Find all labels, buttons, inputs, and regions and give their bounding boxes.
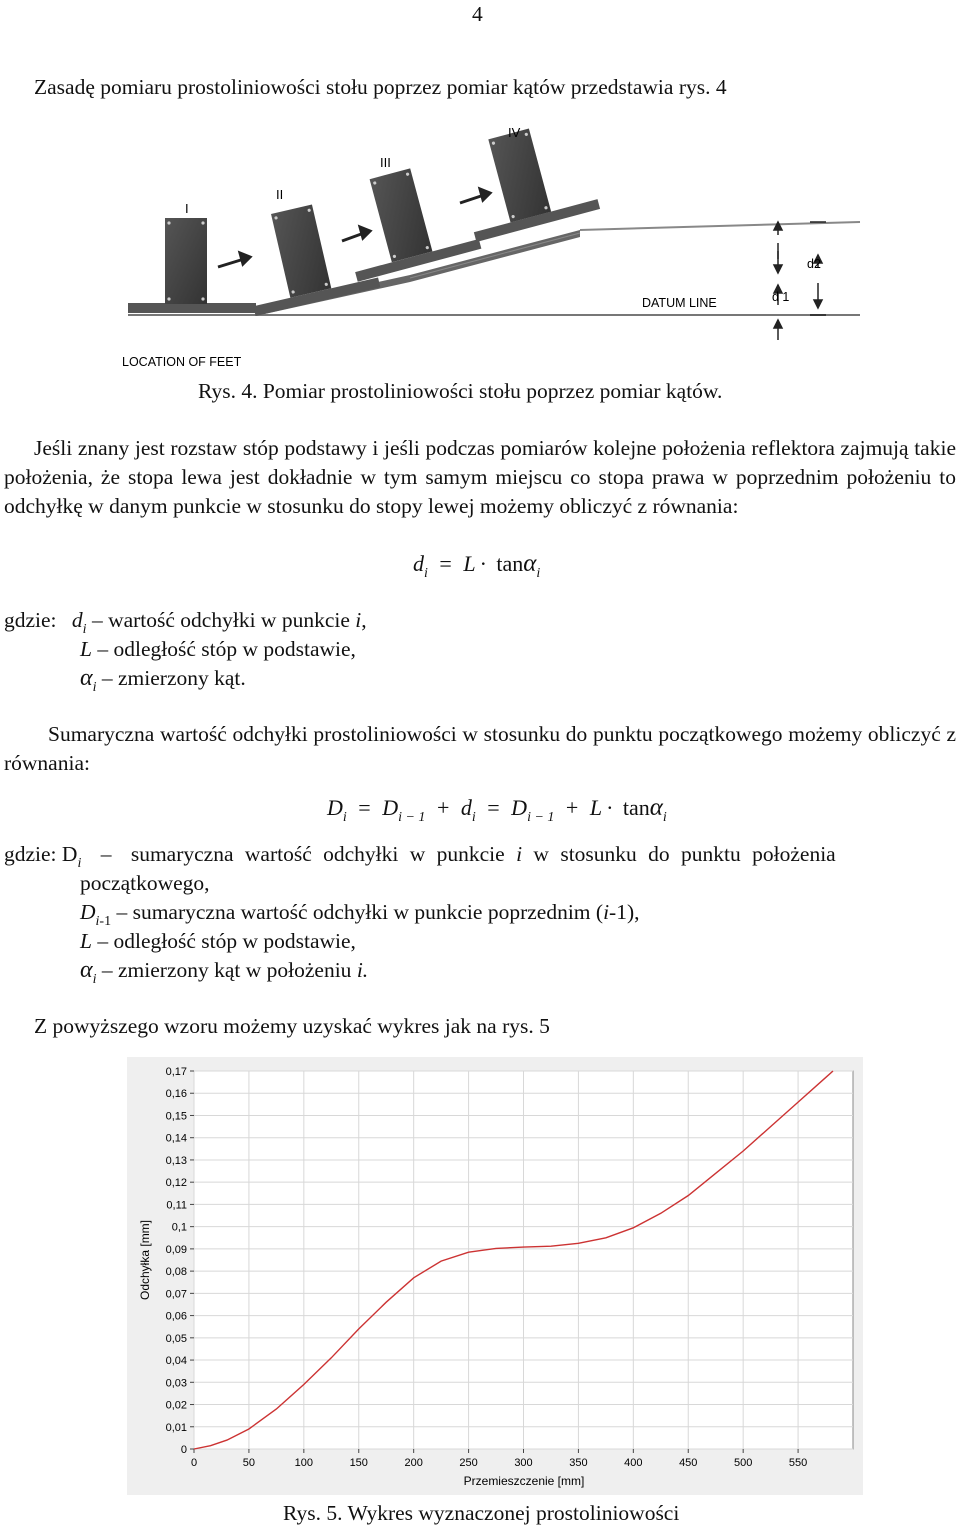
reflector-position-4 bbox=[452, 116, 600, 242]
y-tick-label: 0,09 bbox=[165, 1243, 187, 1256]
y-tick-label: 0,1 bbox=[171, 1221, 187, 1234]
x-tick-label: 50 bbox=[242, 1457, 256, 1469]
y-tick-label: 0 bbox=[180, 1444, 187, 1456]
y-tick-label: 0,01 bbox=[165, 1421, 187, 1434]
where2-line-Dim1: $D_{i-1}$ – sumaryczna wartość odchyłki w punkcie poprzednim (i-1), bbox=[80, 900, 640, 929]
x-tick-label: 150 bbox=[349, 1457, 368, 1469]
position-2-label: II bbox=[276, 187, 284, 202]
y-tick-label: 0,07 bbox=[165, 1288, 187, 1301]
intro-sentence: Zasadę pomiaru prostoliniowości stołu poprzez pomiar kątów przedstawia rys. 4 bbox=[34, 75, 727, 99]
deviation-chart bbox=[127, 1057, 863, 1495]
figure-5-caption: Rys. 5. Wykres wyznaczonej prostoliniowości bbox=[283, 1501, 680, 1525]
paragraph-2 bbox=[4, 720, 956, 778]
d2-label: d2 bbox=[807, 257, 821, 271]
x-tick-label: 300 bbox=[514, 1457, 533, 1469]
y-tick-label: 0,13 bbox=[165, 1154, 187, 1167]
figure-4-illustration bbox=[110, 115, 870, 375]
y-tick-label: 0,14 bbox=[165, 1132, 187, 1145]
y-tick-label: 0,11 bbox=[166, 1199, 187, 1212]
x-tick-label: 400 bbox=[624, 1457, 643, 1469]
d1-label: d 1 bbox=[772, 290, 790, 304]
y-tick-label: 0,03 bbox=[165, 1377, 187, 1390]
y-tick-label: 0,05 bbox=[165, 1332, 187, 1345]
y-tick-label: 0,02 bbox=[165, 1399, 187, 1412]
y-tick-label: 0,15 bbox=[165, 1110, 187, 1123]
paragraph-2-text: Sumaryczna wartość odchyłki prostoliniowości w stosunku do punktu początkowego możemy obliczyć z równania: bbox=[4, 722, 956, 775]
paragraph-3: Z powyższego wzoru możemy uzyskać wykres jak na rys. 5 bbox=[34, 1014, 550, 1038]
figure-4-caption: Rys. 4. Pomiar prostoliniowości stołu poprzez pomiar kątów. bbox=[198, 379, 723, 403]
where1-line-alpha: $\alpha_i$ – zmierzony kąt. bbox=[80, 665, 246, 695]
page-number: 4 bbox=[472, 2, 483, 26]
paragraph-1-text: Jeśli znany jest rozstaw stóp podstawy i jeśli podczas pomiarów kolejne położenia reflektora zajmują takie położenia, że stopa lewa jest dokładnie w tym samym miejscu co stopa prawa w poprzednim położeniu to odchyłkę w danym punkcie w stosunku do stopy lewej możemy obliczyć z równania: bbox=[4, 436, 956, 518]
x-tick-label: 500 bbox=[733, 1457, 753, 1469]
where1-line-L: L – odległość stóp w podstawie, bbox=[80, 637, 356, 661]
y-tick-label: 0,06 bbox=[165, 1310, 187, 1323]
x-tick-label: 450 bbox=[679, 1457, 698, 1469]
reflector-position-2 bbox=[234, 194, 380, 316]
x-tick-label: 250 bbox=[459, 1457, 478, 1469]
paragraph-1 bbox=[4, 434, 956, 521]
y-axis-label: Odchyłka [mm] bbox=[138, 1219, 152, 1301]
where-block-1 bbox=[4, 606, 904, 693]
x-axis-label: Przemieszczenie [mm] bbox=[463, 1474, 585, 1488]
y-tick-label: 0,16 bbox=[165, 1088, 187, 1101]
reflector-position-1 bbox=[128, 218, 256, 313]
y-tick-label: 0,04 bbox=[165, 1355, 187, 1368]
position-3-label: III bbox=[380, 155, 391, 170]
y-tick-label: 0,17 bbox=[165, 1066, 187, 1078]
x-tick-label: 100 bbox=[294, 1457, 314, 1469]
where2-line-alpha: $\alpha_i$ – zmierzony kąt w położeniu i. bbox=[80, 957, 369, 987]
x-tick-label: 350 bbox=[569, 1457, 588, 1469]
equation-1: $d_i = L \cdot \tan\alpha_i$ bbox=[413, 550, 541, 581]
where2-line-D-cont: początkowego, bbox=[80, 871, 210, 895]
where-block-2 bbox=[4, 840, 956, 985]
x-tick-label: 550 bbox=[788, 1457, 808, 1469]
offset-arrows bbox=[774, 222, 826, 340]
position-4-label: IV bbox=[508, 125, 521, 140]
x-tick-label: 0 bbox=[190, 1457, 198, 1469]
location-of-feet-label: LOCATION OF FEET bbox=[122, 355, 242, 369]
datum-line-label: DATUM LINE bbox=[642, 296, 717, 310]
y-tick-label: 0,12 bbox=[165, 1177, 187, 1190]
where2-line-D: gdzie: $D_i$ – sumaryczna wartość odchyłki w punkcie i w stosunku do punktu położenia bbox=[4, 842, 836, 871]
where2-line-L: L – odległość stóp w podstawie, bbox=[80, 929, 356, 953]
equation-2: $D_i = D_{i - 1} + d_i = D_{i - 1} + L \cdot \tan\alpha_i$ bbox=[327, 794, 667, 825]
position-1-label: I bbox=[185, 201, 189, 216]
y-tick-label: 0,08 bbox=[165, 1266, 187, 1279]
where1-line-d: gdzie: $d_i$ – wartość odchyłki w punkcie i, bbox=[4, 608, 367, 637]
x-tick-label: 200 bbox=[404, 1457, 423, 1469]
